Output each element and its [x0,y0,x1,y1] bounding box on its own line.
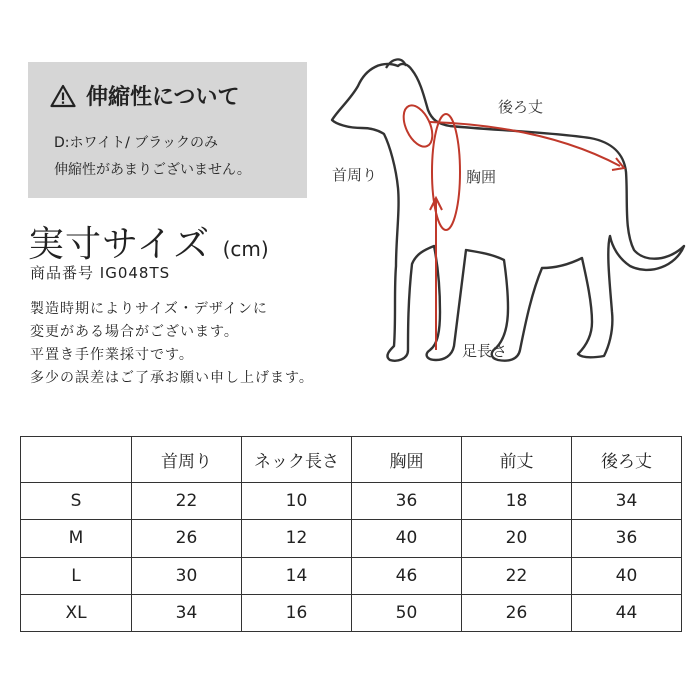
back-length-label: 後ろ丈 [498,98,544,116]
table-cell: M [21,520,132,557]
table-cell: 36 [352,483,462,520]
description-line: 平置き手作業採寸です。 [30,347,194,363]
table-cell: 26 [462,594,572,631]
warning-icon [50,84,76,108]
table-header-cell: 前丈 [462,437,572,483]
notice-line-1: D:ホワイト/ ブラックのみ [54,135,218,151]
description [30,298,314,390]
table-cell: 50 [352,594,462,631]
table-cell: 40 [352,520,462,557]
table-header-cell: 後ろ丈 [572,437,682,483]
table-row [21,594,682,631]
size-title [28,216,269,267]
table-cell: 46 [352,557,462,594]
size-table [20,436,682,632]
stretch-notice-box [28,62,307,198]
table-cell: 26 [132,520,242,557]
size-title-main: 実寸サイズ [28,224,211,265]
table-cell: 22 [462,557,572,594]
table-header-cell: 胸囲 [352,437,462,483]
table-cell: XL [21,594,132,631]
chest-label: 胸囲 [466,168,497,186]
table-cell: L [21,557,132,594]
table-row [21,483,682,520]
size-title-unit: (cm) [222,237,269,261]
leg-length-label: 足長さ [462,342,508,360]
table-cell: 12 [242,520,352,557]
notice-title-text: 伸縮性について [86,85,240,110]
table-cell: 36 [572,520,682,557]
table-cell: 22 [132,483,242,520]
table-cell: 16 [242,594,352,631]
table-cell: 20 [462,520,572,557]
table-row [21,557,682,594]
description-line: 多少の誤差はご了承お願い申し上げます。 [30,370,314,386]
notice-line-2: 伸縮性があまりございません。 [54,162,251,178]
table-header-row [21,437,682,483]
table-cell: 40 [572,557,682,594]
table-cell: 30 [132,557,242,594]
notice-title [50,80,240,111]
description-line: 変更がある場合がございます。 [30,324,239,340]
table-cell: 18 [462,483,572,520]
table-cell: 10 [242,483,352,520]
description-line: 製造時期によりサイズ・デザインに [30,301,268,317]
table-cell: 44 [572,594,682,631]
table-cell: 14 [242,557,352,594]
table-row [21,520,682,557]
table-cell: 34 [572,483,682,520]
table-header-cell: ネック長さ [242,437,352,483]
table-header-cell: 首周り [132,437,242,483]
product-code: 商品番号 IG048TS [30,264,171,282]
table-header-cell [21,437,132,483]
neck-label: 首周り [332,166,378,184]
table-cell: 34 [132,594,242,631]
table-cell: S [21,483,132,520]
